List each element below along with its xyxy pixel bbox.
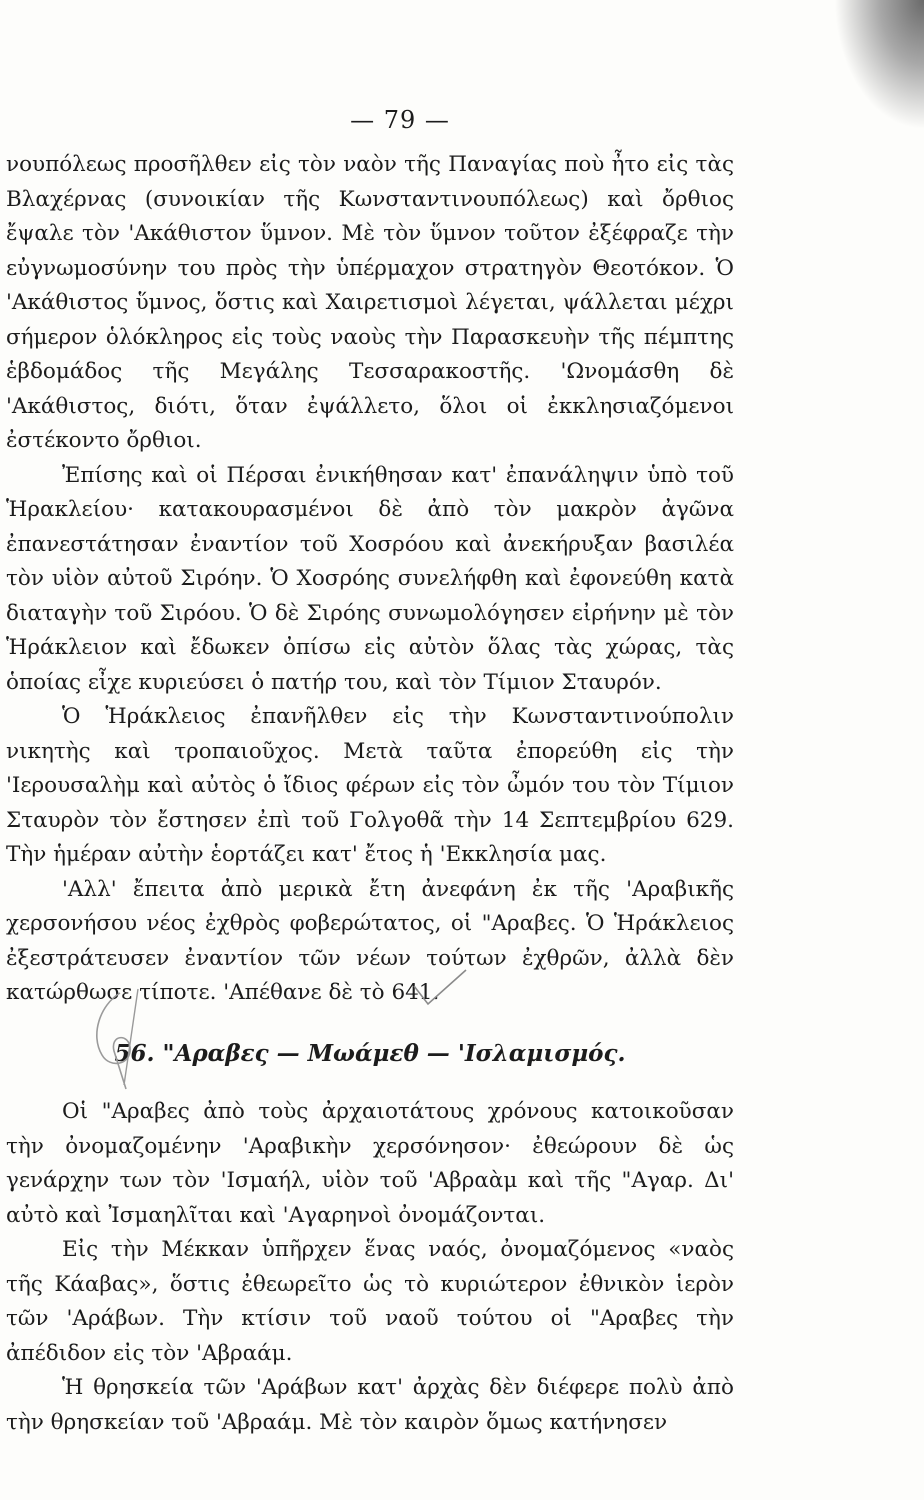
paragraph: Ὁ Ἡράκλειος ἐπανῆλθεν εἰς τὴν Κωνσταντινούπολιν νικητὴς καὶ τροπαιοῦχος. Μετὰ ταῦτα ἐπορεύθη εἰς τὴν 'Ιερουσαλὴμ καὶ αὐτὸς ὁ ἴδιος φέρων εἰς τὸν ὦμόν του τὸν Τίμιον Σταυρὸν τὸν ἔστησεν ἐπὶ τοῦ Γολγοθᾶ τὴν 14 Σεπτεμβρίου 629. Τὴν ἡμέραν αὐτὴν ἑορτάζει κατ' ἔτος ἡ 'Εκκλησία μας. [6, 704, 734, 867]
paragraph: Εἰς τὴν Μέκκαν ὑπῆρχεν ἕνας ναός, ὀνομαζόμενος «ναὸς τῆς Κάαβας», ὅστις ἐθεωρεῖτο ὡς τὸ κυριώτερον ἐθνικὸν ἱερὸν τῶν 'Αράβων. Τὴν κτίσιν τοῦ ναοῦ τούτου οἱ "Αραβες τὴν ἀπέδιδον εἰς τὸν 'Αβραάμ. [6, 1237, 734, 1366]
paragraph: Ἐπίσης καὶ οἱ Πέρσαι ἐνικήθησαν κατ' ἐπανάληψιν ὑπὸ τοῦ Ἡρακλείου· κατακουρασμένοι δὲ ἀπὸ τὸν μακρὸν ἀγῶνα ἐπανεστάτησαν ἐναντίον τοῦ Χοσρόου καὶ ἀνεκήρυξαν βασιλέα τὸν υἱὸν αὐτοῦ Σιρόην. Ὁ Χοσρόης συνελήφθη καὶ ἐφονεύθη κατὰ διαταγὴν τοῦ Σιρόου. Ὁ δὲ Σιρόης συνωμολόγησεν εἰρήνην μὲ τὸν Ἡράκλειον καὶ ἔδωκεν ὀπίσω εἰς αὐτὸν ὅλας τὰς χώρας, τὰς ὁποίας εἶχε κυριεύσει ὁ πατήρ του, καὶ τὸν Τίμιον Σταυρόν. [6, 462, 734, 695]
body-text [6, 148, 734, 1440]
page-corner-shadow [834, 0, 924, 130]
pencil-check-mark [410, 968, 470, 1008]
pencil-scribble [80, 985, 160, 1095]
paragraph: 'Αλλ' ἔπειτα ἀπὸ μερικὰ ἔτη ἀνεφάνη ἐκ τῆς 'Αραβικῆς χερσονήσου νέος ἐχθρὸς φοβερώτατος, οἱ "Αραβες. Ὁ Ἡράκλειος ἐξεστράτευσεν ἐναντίον τῶν νέων τούτων ἐχθρῶν, ἀλλὰ δὲν κατώρθωσε τίποτε. 'Απέθανε δὲ τὸ 641. [6, 876, 734, 1005]
paragraph: νουπόλεως προσῆλθεν εἰς τὸν ναὸν τῆς Παναγίας ποὺ ἦτο εἰς τὰς Βλαχέρνας (συνοικίαν τῆς Κωνσταντινουπόλεως) καὶ ὄρθιος ἔψαλε τὸν 'Ακάθιστον ὕμνον. Μὲ τὸν ὕμνον τοῦτον ἐξέφραζε τὴν εὐγνωμοσύνην του πρὸς τὴν ὑπέρμαχον στρατηγὸν Θεοτόκον. Ὁ 'Ακάθιστος ὕμνος, ὅστις καὶ Χαιρετισμοὶ λέγεται, ψάλλεται μέχρι σήμερον ὁλόκληρος εἰς τοὺς ναοὺς τὴν Παρασκευὴν τῆς πέμπτης ἑβδομάδος τῆς Μεγάλης Τεσσαρακοστῆς. 'Ωνομάσθη δὲ 'Ακάθιστος, διότι, ὅταν ἐψάλλετο, ὅλοι οἱ ἐκκλησιαζόμενοι ἐστέκοντο ὄρθιοι. [6, 152, 734, 453]
page-number: — 79 — [350, 106, 450, 134]
paragraph: Οἱ "Αραβες ἀπὸ τοὺς ἀρχαιοτάτους χρόνους κατοικοῦσαν τὴν ὀνομαζομένην 'Αραβικὴν χερσόνησον· ἐθεώρουν δὲ ὡς γενάρχην των τὸν 'Ισμαήλ, υἱὸν τοῦ 'Αβραὰμ καὶ τῆς "Αγαρ. Δι' αὐτὸ καὶ Ἰσμαηλῖται καὶ 'Αγαρηνοὶ ὀνομάζονται. [6, 1099, 734, 1228]
section-heading: 56. "Αραβες — Μωάμεθ — 'Ισλαμισμός. [114, 1039, 626, 1067]
paragraph: Ἡ θρησκεία τῶν 'Αράβων κατ' ἀρχὰς δὲν διέφερε πολὺ ἀπὸ τὴν θρησκείαν τοῦ 'Αβραάμ. Μὲ τὸν καιρὸν ὅμως κατήνησεν [6, 1375, 734, 1435]
